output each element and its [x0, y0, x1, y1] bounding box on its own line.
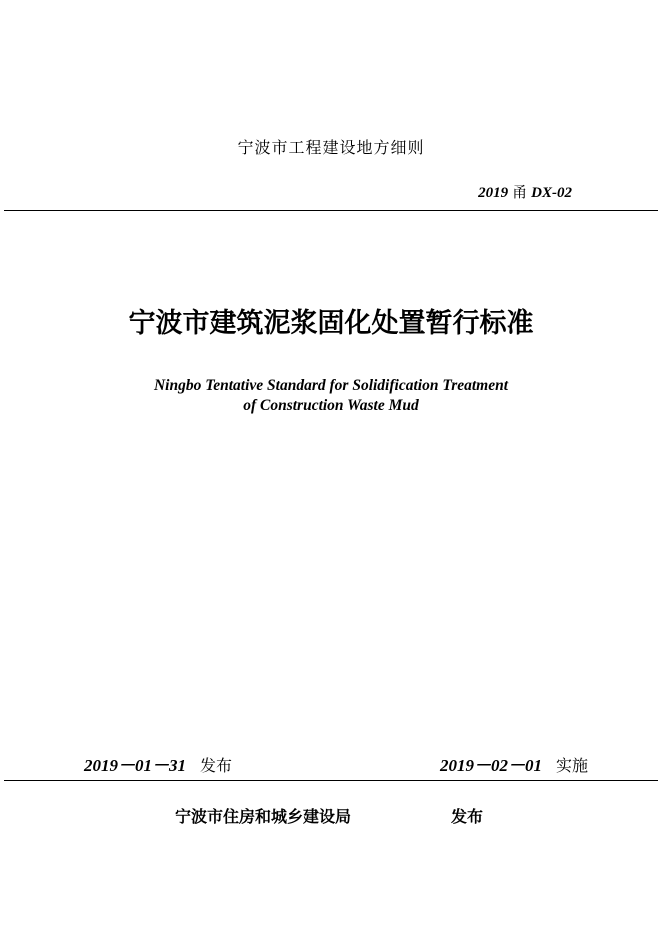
issue-date-block — [84, 751, 232, 776]
document-category: 宁波市工程建设地方细则 — [237, 138, 425, 157]
code-number: DX-02 — [531, 185, 572, 201]
footer-divider — [4, 780, 658, 781]
publish-label: 发布 — [451, 807, 484, 826]
implement-label: 实施 — [556, 756, 589, 775]
standard-code — [478, 181, 572, 202]
document-title: 宁波市建筑泥浆固化处置暂行标准 — [128, 308, 534, 339]
issue-label: 发布 — [200, 756, 233, 775]
publisher-name: 宁波市住房和城乡建设局 — [175, 807, 352, 826]
english-title-line-2: of Construction Waste Mud — [243, 397, 419, 414]
code-year: 2019 — [478, 185, 509, 201]
code-city: 甬 — [512, 183, 528, 201]
issue-date: 2019－01－31 — [84, 756, 186, 775]
english-title-line-1: Ningbo Tentative Standard for Solidification Treatment — [153, 377, 509, 394]
implement-date-block — [440, 751, 588, 776]
header-divider — [4, 210, 658, 211]
implement-date: 2019－02－01 — [440, 756, 542, 775]
